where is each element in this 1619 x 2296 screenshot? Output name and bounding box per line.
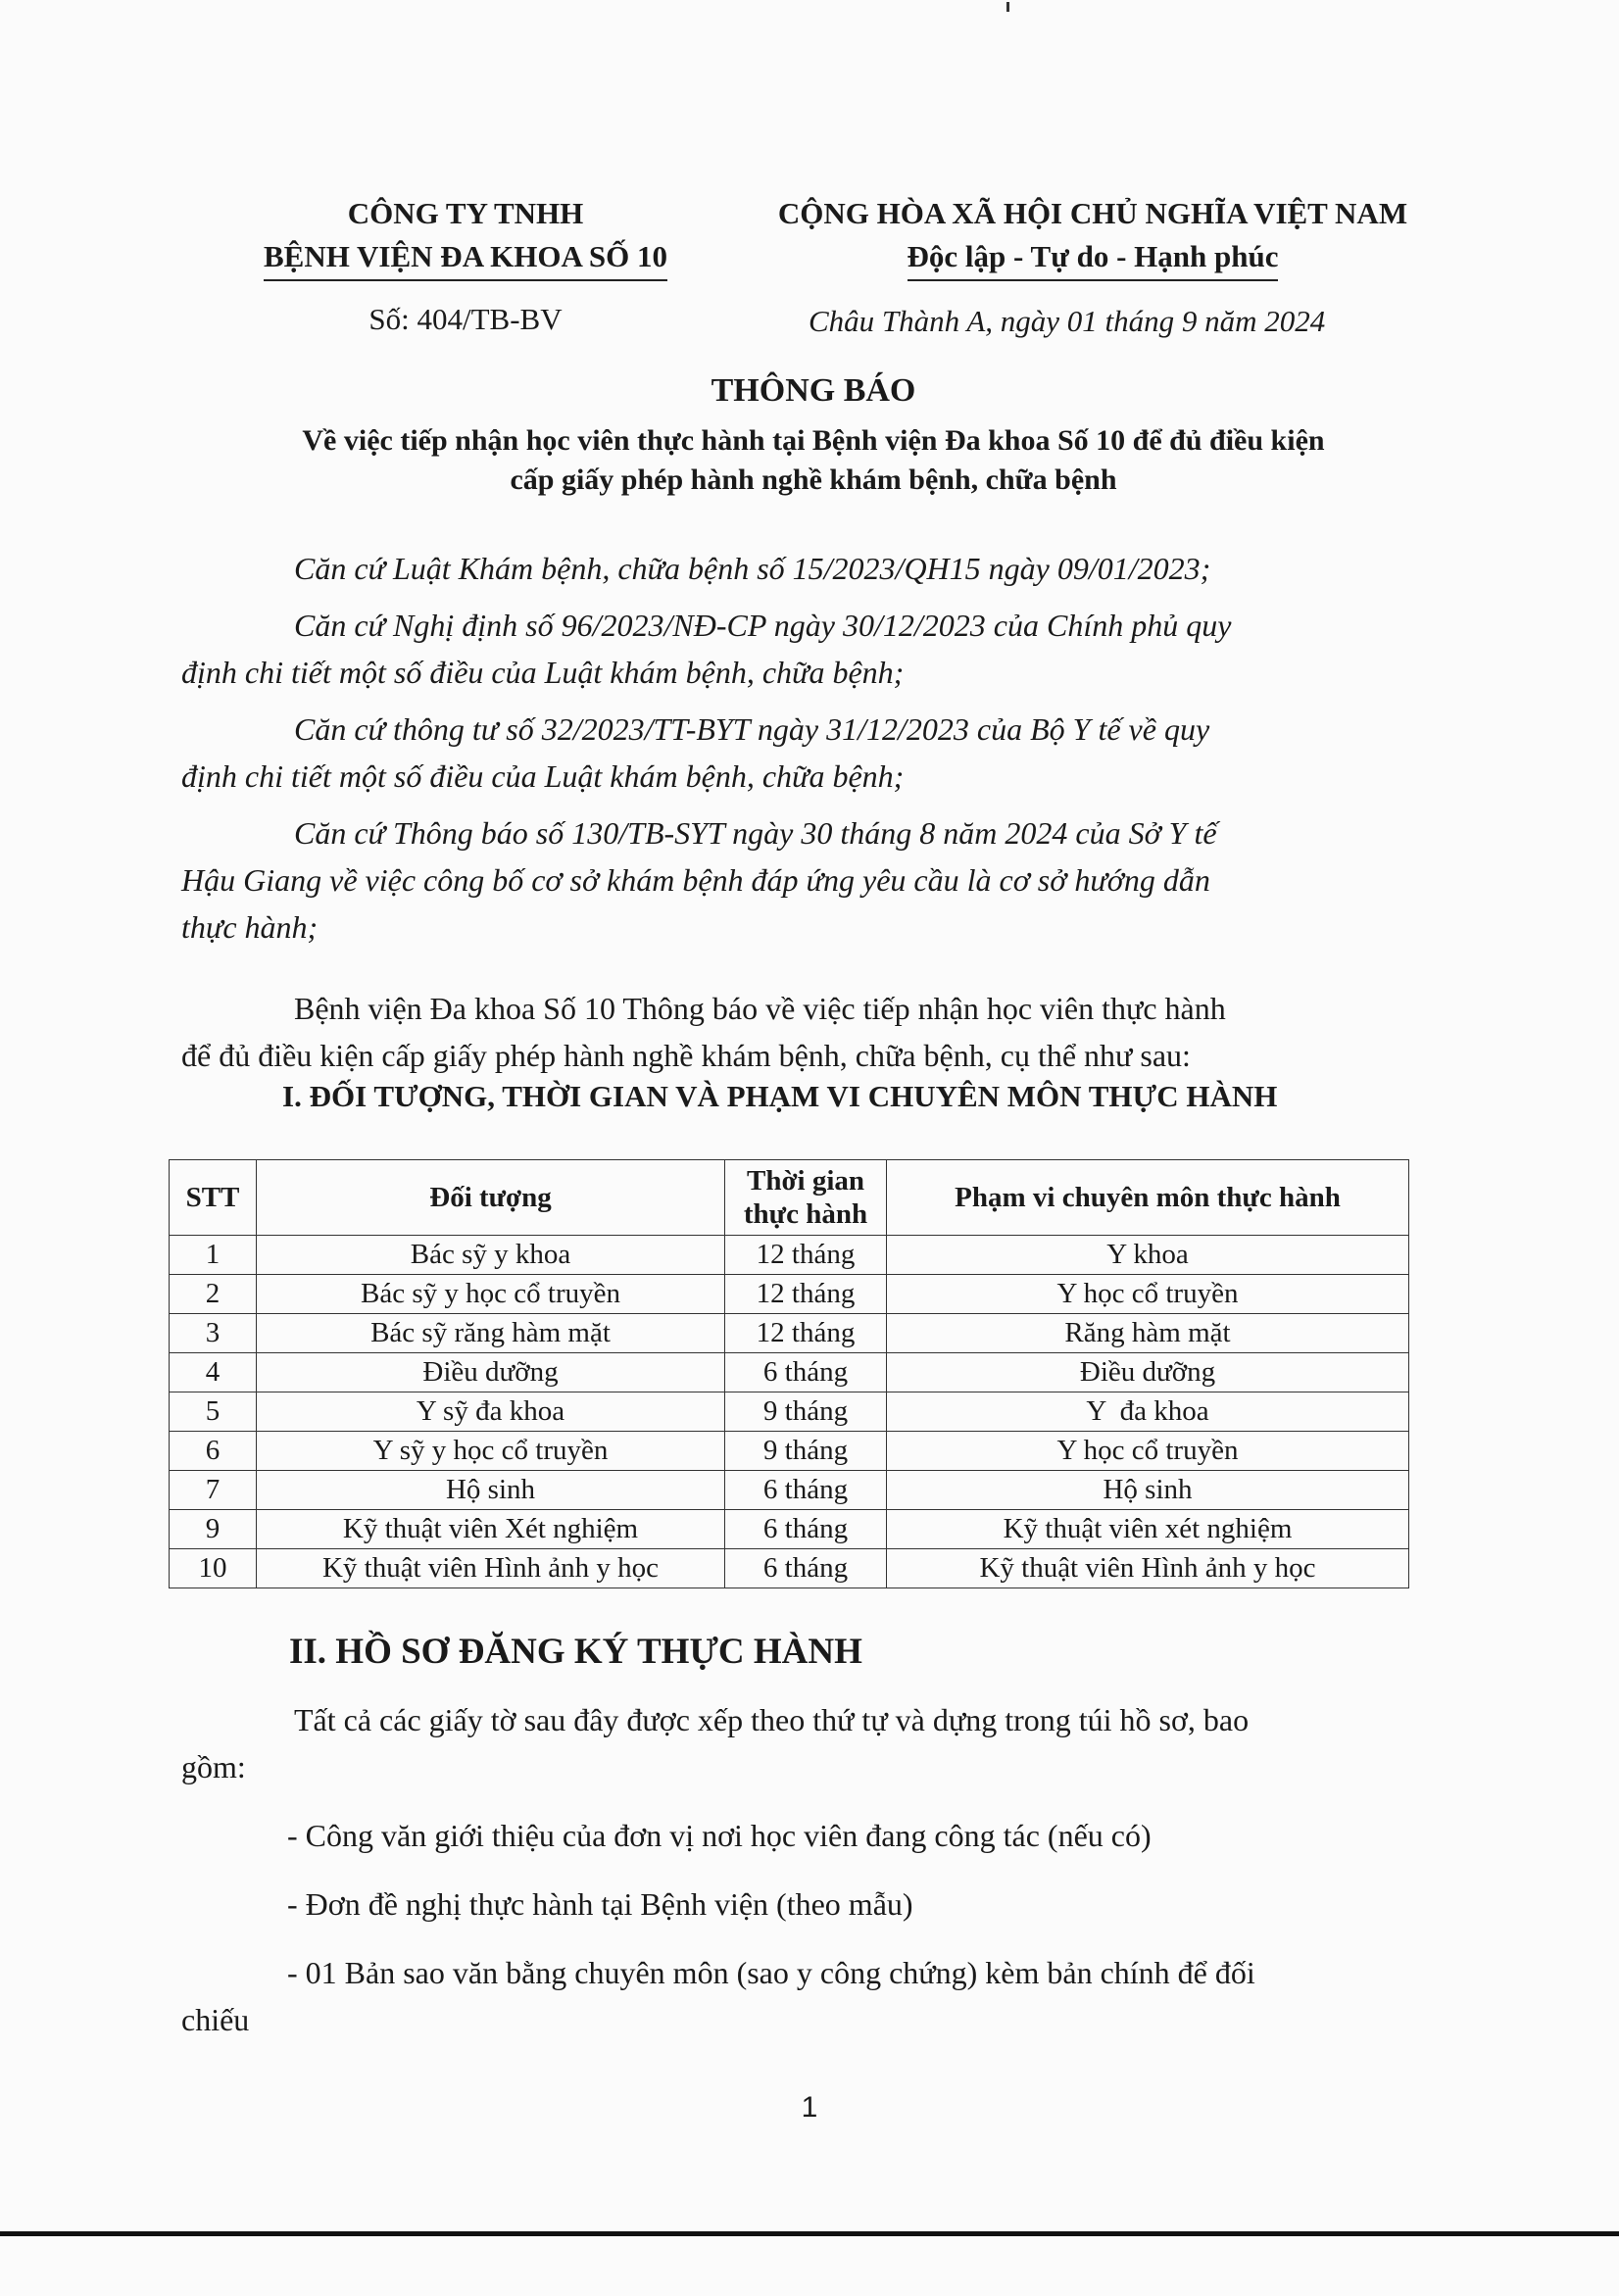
cell-scope: Răng hàm mặt bbox=[887, 1314, 1409, 1353]
table-row bbox=[170, 1432, 1409, 1471]
national-motto: Độc lập - Tự do - Hạnh phúc bbox=[908, 235, 1279, 281]
cell-scope: Y học cổ truyền bbox=[887, 1432, 1409, 1471]
cell-subject: Kỹ thuật viên Hình ảnh y học bbox=[257, 1549, 725, 1588]
basis-2-line-2: định chi tiết một số điều của Luật khám bệnh, chữa bệnh; bbox=[181, 655, 905, 690]
cell-subject: Y sỹ y học cổ truyền bbox=[257, 1432, 725, 1471]
basis-3-line-1: Căn cứ thông tư số 32/2023/TT-BYT ngày 31/12/2023 của Bộ Y tế về quy bbox=[294, 711, 1210, 747]
cell-duration: 12 tháng bbox=[725, 1236, 887, 1275]
table-row bbox=[170, 1549, 1409, 1588]
cell-stt: 9 bbox=[170, 1510, 257, 1549]
cell-stt: 2 bbox=[170, 1275, 257, 1314]
cell-duration: 6 tháng bbox=[725, 1471, 887, 1510]
notice-subtitle bbox=[147, 421, 1480, 500]
hospital-name: BỆNH VIỆN ĐA KHOA SỐ 10 bbox=[264, 235, 667, 281]
cell-duration: 9 tháng bbox=[725, 1432, 887, 1471]
section-2-heading: II. HỒ SƠ ĐĂNG KÝ THỰC HÀNH bbox=[289, 1632, 862, 1672]
table-row bbox=[170, 1510, 1409, 1549]
hospital-name-wrap bbox=[225, 235, 706, 281]
practice-table bbox=[169, 1159, 1409, 1588]
cell-subject: Hộ sinh bbox=[257, 1471, 725, 1510]
cell-stt: 4 bbox=[170, 1353, 257, 1392]
motto-wrap bbox=[730, 235, 1455, 281]
cell-scope: Hộ sinh bbox=[887, 1471, 1409, 1510]
cell-duration: 6 tháng bbox=[725, 1549, 887, 1588]
cell-duration: 6 tháng bbox=[725, 1510, 887, 1549]
document-item-3-line-2: chiếu bbox=[181, 2002, 250, 2037]
header-scope: Phạm vi chuyên môn thực hành bbox=[887, 1160, 1409, 1236]
basis-3-line-2: định chi tiết một số điều của Luật khám bệnh, chữa bệnh; bbox=[181, 758, 905, 794]
cell-stt: 10 bbox=[170, 1549, 257, 1588]
document-item-3-line-1: - 01 Bản sao văn bằng chuyên môn (sao y công chứng) kèm bản chính để đối bbox=[287, 1955, 1255, 1990]
header-duration-line-2: thực hành bbox=[743, 1198, 868, 1230]
table-row bbox=[170, 1314, 1409, 1353]
cell-scope: Y khoa bbox=[887, 1236, 1409, 1275]
scan-mark bbox=[1006, 2, 1009, 12]
table-row bbox=[170, 1236, 1409, 1275]
cell-duration: 6 tháng bbox=[725, 1353, 887, 1392]
cell-stt: 6 bbox=[170, 1432, 257, 1471]
cell-stt: 3 bbox=[170, 1314, 257, 1353]
basis-4-line-2: Hậu Giang về việc công bố cơ sở khám bệnh đáp ứng yêu cầu là cơ sở hướng dẫn bbox=[181, 862, 1210, 898]
cell-subject: Bác sỹ răng hàm mặt bbox=[257, 1314, 725, 1353]
basis-4-line-1: Căn cứ Thông báo số 130/TB-SYT ngày 30 tháng 8 năm 2024 của Sở Y tế bbox=[294, 815, 1217, 851]
cell-subject: Bác sỹ y học cổ truyền bbox=[257, 1275, 725, 1314]
document-item-2: - Đơn đề nghị thực hành tại Bệnh viện (theo mẫu) bbox=[287, 1886, 913, 1922]
notice-title: THÔNG BÁO bbox=[711, 372, 916, 409]
header-right bbox=[730, 192, 1455, 281]
bottom-rule bbox=[0, 2231, 1619, 2236]
subtitle-line-2: cấp giấy phép hành nghề khám bệnh, chữa bệnh bbox=[510, 464, 1117, 496]
cell-duration: 12 tháng bbox=[725, 1275, 887, 1314]
document-item-1: - Công văn giới thiệu của đơn vị nơi học viên đang công tác (nếu có) bbox=[287, 1818, 1152, 1853]
cell-subject: Điều dưỡng bbox=[257, 1353, 725, 1392]
cell-scope: Y học cổ truyền bbox=[887, 1275, 1409, 1314]
cell-subject: Bác sỹ y khoa bbox=[257, 1236, 725, 1275]
table-header-row bbox=[170, 1160, 1409, 1236]
cell-duration: 12 tháng bbox=[725, 1314, 887, 1353]
company-name: CÔNG TY TNHH bbox=[347, 196, 584, 230]
section-2-intro-line-1: Tất cả các giấy tờ sau đây được xếp theo thứ tự và dựng trong túi hồ sơ, bao bbox=[294, 1702, 1250, 1737]
table-row bbox=[170, 1392, 1409, 1432]
header-left bbox=[225, 192, 706, 281]
header-subject: Đối tượng bbox=[257, 1160, 725, 1236]
basis-4-line-3: thực hành; bbox=[181, 909, 319, 945]
cell-subject: Kỹ thuật viên Xét nghiệm bbox=[257, 1510, 725, 1549]
national-title: CỘNG HÒA XÃ HỘI CHỦ NGHĨA VIỆT NAM bbox=[777, 196, 1408, 230]
header-stt: STT bbox=[170, 1160, 257, 1236]
cell-duration: 9 tháng bbox=[725, 1392, 887, 1432]
header-duration bbox=[725, 1160, 887, 1236]
section-2-intro-line-2: gồm: bbox=[181, 1749, 246, 1784]
intro-line-1: Bệnh viện Đa khoa Số 10 Thông báo về việc tiếp nhận học viên thực hành bbox=[294, 991, 1226, 1026]
legal-bases bbox=[181, 545, 1416, 951]
intro-paragraph bbox=[181, 985, 1416, 1079]
header-duration-line-1: Thời gian bbox=[746, 1165, 865, 1197]
basis-2-line-1: Căn cứ Nghị định số 96/2023/NĐ-CP ngày 30/12/2023 của Chính phủ quy bbox=[294, 608, 1232, 643]
cell-stt: 5 bbox=[170, 1392, 257, 1432]
page-number: 1 bbox=[801, 2091, 818, 2124]
document-number: Số: 404/TB-BV bbox=[368, 302, 563, 336]
place-date: Châu Thành A, ngày 01 tháng 9 năm 2024 bbox=[809, 304, 1326, 338]
intro-line-2: để đủ điều kiện cấp giấy phép hành nghề khám bệnh, chữa bệnh, cụ thể như sau: bbox=[181, 1038, 1191, 1073]
cell-subject: Y sỹ đa khoa bbox=[257, 1392, 725, 1432]
subtitle-line-1: Về việc tiếp nhận học viên thực hành tại Bệnh viện Đa khoa Số 10 để đủ điều kiện bbox=[302, 424, 1325, 457]
section-2-body bbox=[181, 1696, 1416, 2043]
table-row bbox=[170, 1471, 1409, 1510]
table-row bbox=[170, 1275, 1409, 1314]
table-row bbox=[170, 1353, 1409, 1392]
cell-stt: 7 bbox=[170, 1471, 257, 1510]
section-1-heading: I. ĐỐI TƯỢNG, THỜI GIAN VÀ PHẠM VI CHUYÊN MÔN THỰC HÀNH bbox=[282, 1079, 1278, 1113]
cell-stt: 1 bbox=[170, 1236, 257, 1275]
cell-scope: Điều dưỡng bbox=[887, 1353, 1409, 1392]
cell-scope: Kỹ thuật viên xét nghiệm bbox=[887, 1510, 1409, 1549]
cell-scope: Kỹ thuật viên Hình ảnh y học bbox=[887, 1549, 1409, 1588]
basis-1: Căn cứ Luật Khám bệnh, chữa bệnh số 15/2023/QH15 ngày 09/01/2023; bbox=[294, 551, 1211, 586]
cell-scope: Y đa khoa bbox=[887, 1392, 1409, 1432]
